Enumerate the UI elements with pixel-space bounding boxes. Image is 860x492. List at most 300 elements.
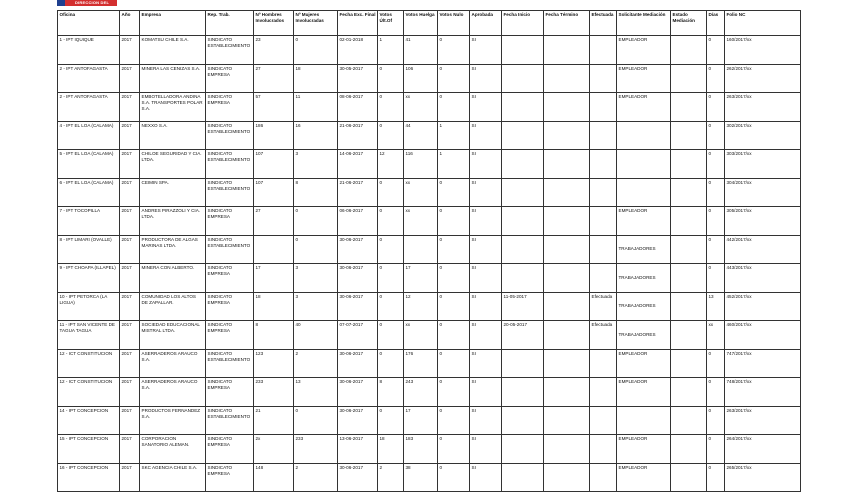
table-cell: 0 [438, 264, 470, 293]
table-cell [671, 463, 707, 492]
table-cell: 2 - IPT ANTOFAGASTA [58, 93, 120, 122]
table-cell: 15 - IPT CONCEPCION [58, 435, 120, 464]
table-cell [544, 406, 590, 435]
table-cell [590, 235, 617, 264]
strikes-table [57, 10, 801, 492]
table-cell: 18 [294, 64, 338, 93]
table-cell: 0 [438, 235, 470, 264]
table-cell: 27 [254, 207, 294, 236]
table-cell: PRODUCTOS FERNANDEZ S.A. [140, 406, 206, 435]
table-cell: 0 [438, 349, 470, 378]
table-cell: SINDICATO EMPRESA [206, 435, 254, 464]
table-cell: 0 [438, 178, 470, 207]
table-cell [671, 406, 707, 435]
table-cell [544, 378, 590, 407]
table-cell: 0 [378, 64, 404, 93]
table-cell: 2017 [120, 64, 140, 93]
table-cell: 02-01-2018 [338, 36, 378, 65]
table-cell [671, 64, 707, 93]
table-cell: MINERA LAS CENIZAS S.A. [140, 64, 206, 93]
table-cell: 30-06-2017 [338, 406, 378, 435]
column-header: Fecha Término [544, 11, 590, 36]
table-cell: TRABAJADORES [617, 235, 671, 264]
table-cell: SINDICATO EMPRESA [206, 378, 254, 407]
table-cell: 40 [294, 321, 338, 350]
column-header: Votos Últ.Of [378, 11, 404, 36]
table-cell: 443/2017/xx [725, 264, 801, 293]
table-cell [544, 463, 590, 492]
table-cell: 11 [294, 93, 338, 122]
column-header: Nº Hombres Involucrados [254, 11, 294, 36]
table-cell: 747/2017/xx [725, 349, 801, 378]
table-cell: 0 [707, 378, 725, 407]
table-cell: xx [404, 178, 438, 207]
table-cell [544, 93, 590, 122]
table-cell: SI [470, 235, 502, 264]
table-cell: MINERA CON ALBERTO. [140, 264, 206, 293]
table-header-row [58, 11, 801, 36]
column-header: Folio NC [725, 11, 801, 36]
table-cell [544, 207, 590, 236]
column-header: Aprobada [470, 11, 502, 36]
table-row [58, 150, 801, 179]
table-cell: 17 [404, 406, 438, 435]
table-cell [544, 435, 590, 464]
table-cell: 2017 [120, 207, 140, 236]
table-cell: 23 [254, 36, 294, 65]
column-header: Empresa [140, 11, 206, 36]
table-cell: 30-06-2017 [338, 463, 378, 492]
table-cell: 10 - IPT PETORCA (LA LIGUA) [58, 292, 120, 321]
table-cell [671, 150, 707, 179]
table-cell: 2017 [120, 36, 140, 65]
table-cell: 30-05-2017 [338, 64, 378, 93]
table-row [58, 121, 801, 150]
table-cell: 3 [294, 150, 338, 179]
table-row [58, 292, 801, 321]
table-cell: 2 [294, 463, 338, 492]
table-cell: 12 [404, 292, 438, 321]
table-cell [502, 349, 544, 378]
table-cell: 106 [404, 64, 438, 93]
table-cell: 0 [378, 178, 404, 207]
table-cell: SINDICATO ESTABLECIMIENTO [206, 121, 254, 150]
table-cell [617, 178, 671, 207]
table-cell [590, 207, 617, 236]
table-cell: SI [470, 64, 502, 93]
table-cell: SINDICATO ESTABLECIMIENTO [206, 349, 254, 378]
table-cell: 4 - IPT EL LOA (CALAMA) [58, 121, 120, 150]
table-cell [254, 235, 294, 264]
table-cell [590, 64, 617, 93]
table-cell: 460/2017/xx [725, 321, 801, 350]
table-cell: 0 [707, 207, 725, 236]
table-cell: SINDICATO EMPRESA [206, 93, 254, 122]
table-cell: 0 [707, 463, 725, 492]
table-cell: 0 [294, 406, 338, 435]
table-cell: CHILOE SEGURIDAD Y CIA. LTDA. [140, 150, 206, 179]
table-cell: 0 [438, 64, 470, 93]
table-cell: 0 [707, 264, 725, 293]
table-cell [671, 235, 707, 264]
table-cell: EMBOTELLADORA ANDINA S.A. TRANSPORTES POLAR S.A. [140, 93, 206, 122]
table-cell: 0 [438, 435, 470, 464]
table-cell: ASERRADEROS ARAUCO S.A. [140, 349, 206, 378]
table-cell [671, 292, 707, 321]
table-cell: 0 [378, 207, 404, 236]
table-cell: 123 [254, 349, 294, 378]
table-body [58, 36, 801, 492]
table-cell [502, 150, 544, 179]
table-cell [502, 207, 544, 236]
flag-blue-block [57, 0, 65, 6]
table-cell: SINDICATO ESTABLECIMIENTO [206, 36, 254, 65]
column-header: Efectuada [590, 11, 617, 36]
table-cell [544, 292, 590, 321]
table-cell: 1 [378, 36, 404, 65]
table-cell: 17 [404, 264, 438, 293]
table-cell: 2017 [120, 150, 140, 179]
table-cell: SI [470, 321, 502, 350]
table-cell: 12 [378, 150, 404, 179]
table-cell: 0 [438, 321, 470, 350]
table-cell [590, 463, 617, 492]
table-cell: 0 [707, 121, 725, 150]
table-cell [617, 406, 671, 435]
table-cell: 30-06-2017 [338, 264, 378, 293]
table-cell: 0 [707, 235, 725, 264]
table-row [58, 264, 801, 293]
logo-text: DIRECCION DEL TRABAJO [75, 0, 110, 11]
table-cell: 2017 [120, 378, 140, 407]
table-cell: 0 [707, 349, 725, 378]
table-cell [502, 463, 544, 492]
table-cell: 0 [294, 207, 338, 236]
table-cell: 16 - IPT CONCEPCION [58, 463, 120, 492]
table-cell: 07-07-2017 [338, 321, 378, 350]
table-cell: ASERRADEROS ARAUCO S.A. [140, 378, 206, 407]
table-cell [544, 349, 590, 378]
table-cell: SINDICATO EMPRESA [206, 207, 254, 236]
table-cell [544, 264, 590, 293]
table-cell [544, 321, 590, 350]
table-cell: 13-06-2017 [338, 435, 378, 464]
table-cell: SI [470, 292, 502, 321]
table-cell: EMPLEADOR [617, 463, 671, 492]
table-cell: 0 [294, 36, 338, 65]
table-cell: 57 [254, 93, 294, 122]
table-cell: 2017 [120, 321, 140, 350]
column-header: Solicitante Mediación [617, 11, 671, 36]
table-cell: 0 [707, 93, 725, 122]
table-cell: CORPORACION SANATORIO ALEMAN. [140, 435, 206, 464]
table-cell [502, 435, 544, 464]
table-cell [502, 264, 544, 293]
table-cell: 21-06-2017 [338, 178, 378, 207]
table-cell: 2 [294, 349, 338, 378]
table-cell: 0 [378, 264, 404, 293]
table-cell: 0 [378, 349, 404, 378]
table-cell [590, 378, 617, 407]
table-cell: 8 [254, 321, 294, 350]
table-cell: 30-06-2017 [338, 378, 378, 407]
table-cell [590, 93, 617, 122]
table-cell: 20-05-2017 [502, 321, 544, 350]
table-cell: 0 [707, 150, 725, 179]
table-cell: xx [404, 207, 438, 236]
table-cell: SINDICATO EMPRESA [206, 64, 254, 93]
table-cell [502, 235, 544, 264]
table-cell: 0 [438, 207, 470, 236]
table-cell: 0 [707, 406, 725, 435]
table-cell: SINDICATO ESTABLECIMIENTO [206, 406, 254, 435]
table-cell: xx [404, 321, 438, 350]
table-cell: 27 [254, 64, 294, 93]
table-cell: 0 [707, 36, 725, 65]
column-header: Votos Huelga [404, 11, 438, 36]
table-cell [590, 406, 617, 435]
table-cell [590, 150, 617, 179]
table-cell [590, 121, 617, 150]
table-cell [590, 36, 617, 65]
table-cell: 0 [378, 235, 404, 264]
table-cell: 452/2017/xx [725, 292, 801, 321]
table-cell: 0 [294, 235, 338, 264]
column-header: Fecha Exc. Final [338, 11, 378, 36]
table-cell: 0 [438, 93, 470, 122]
table-row [58, 235, 801, 264]
table-cell: 11 - IPT SAN VICENTE DE TAGUA TAGUA [58, 321, 120, 350]
table-cell: 1 [438, 121, 470, 150]
table-cell: Efectuada [590, 321, 617, 350]
table-cell: 0 [378, 292, 404, 321]
table-cell [671, 93, 707, 122]
table-row [58, 93, 801, 122]
table-cell: 303/2017/xx [725, 150, 801, 179]
table-cell: 0 [438, 463, 470, 492]
table-cell [671, 378, 707, 407]
table-cell: 2017 [120, 463, 140, 492]
table-cell: 41 [404, 36, 438, 65]
table-cell [502, 378, 544, 407]
table-cell [671, 178, 707, 207]
table-cell: 1 [438, 150, 470, 179]
table-cell: COMUNIDAD LOS ALTOS DE ZAPALLAR. [140, 292, 206, 321]
table-cell [671, 264, 707, 293]
table-cell: 2017 [120, 406, 140, 435]
table-cell: TRABAJADORES [617, 264, 671, 293]
table-cell [590, 264, 617, 293]
table-cell: 16 [294, 121, 338, 150]
table-cell [544, 235, 590, 264]
table-cell: PRODUCTORA DE ALGAS MARINAS LTDA. [140, 235, 206, 264]
table-cell: 2017 [120, 93, 140, 122]
table-cell: Efectuada [590, 292, 617, 321]
table-cell [404, 235, 438, 264]
table-cell: 304/2017/xx [725, 178, 801, 207]
table-cell: 160/2017/xx [725, 36, 801, 65]
column-header: Rep. Trab. [206, 11, 254, 36]
table-cell: 116 [404, 150, 438, 179]
table-cell: 0 [707, 64, 725, 93]
table-cell [617, 121, 671, 150]
table-row [58, 36, 801, 65]
table-cell: 3 [294, 292, 338, 321]
table-cell: 2017 [120, 435, 140, 464]
table-cell: 107 [254, 150, 294, 179]
logo [57, 0, 117, 11]
table-cell: NEXXO S.A. [140, 121, 206, 150]
table-cell: SINDICATO ESTABLECIMIENTO [206, 150, 254, 179]
table-cell: 6 - IPT EL LOA (CALAMA) [58, 178, 120, 207]
column-header: Nº Mujeres Involucradas [294, 11, 338, 36]
table-cell: 13 [707, 292, 725, 321]
table-cell: EMPLEADOR [617, 207, 671, 236]
table-cell: 233 [254, 378, 294, 407]
table-cell: 8 [294, 178, 338, 207]
table-cell: 0 [378, 406, 404, 435]
table-cell [671, 321, 707, 350]
column-header: Estado Mediación [671, 11, 707, 36]
table-cell [502, 36, 544, 65]
table-cell: 442/2017/xx [725, 235, 801, 264]
table-cell [502, 93, 544, 122]
table-cell: EMPLEADOR [617, 64, 671, 93]
table-cell: EMPLEADOR [617, 378, 671, 407]
table-cell: 14-06-2017 [338, 150, 378, 179]
table-cell: SI [470, 264, 502, 293]
table-cell: SKC AGENCIA CHILE S.A. [140, 463, 206, 492]
table-cell: 2x [254, 435, 294, 464]
table-cell: 30-06-2017 [338, 235, 378, 264]
column-header: Oficina [58, 11, 120, 36]
table-cell [502, 121, 544, 150]
table-cell [671, 435, 707, 464]
table-cell: 11-05-2017 [502, 292, 544, 321]
table-cell: SINDICATO ESTABLECIMIENTO [206, 235, 254, 264]
table-cell [590, 349, 617, 378]
table-cell: 2017 [120, 292, 140, 321]
table-cell: SI [470, 121, 502, 150]
table-cell: 263/2017/xx [725, 406, 801, 435]
table-cell: 176 [404, 349, 438, 378]
table-row [58, 64, 801, 93]
table-cell: SI [470, 406, 502, 435]
table-cell: 305/2017/xx [725, 207, 801, 236]
table-cell: 0 [438, 292, 470, 321]
table-cell: 44 [404, 121, 438, 150]
table-cell: 2 [378, 463, 404, 492]
table-cell: 30-06-2017 [338, 349, 378, 378]
table-cell: 0 [707, 435, 725, 464]
table-row [58, 178, 801, 207]
table-cell: 2017 [120, 349, 140, 378]
table-cell: 06-06-2017 [338, 207, 378, 236]
table-cell: 17 [254, 264, 294, 293]
table-cell: 12 - ICT CONSTITUCION [58, 349, 120, 378]
table-cell: 186 [254, 121, 294, 150]
table-cell [671, 36, 707, 65]
table-cell: 264/2017/xx [725, 435, 801, 464]
table-cell: 302/2017/xx [725, 121, 801, 150]
table-cell: 243 [404, 378, 438, 407]
table-cell: 3 [294, 264, 338, 293]
table-cell: SI [470, 150, 502, 179]
table-cell: EMPLEADOR [617, 349, 671, 378]
table-cell [544, 64, 590, 93]
table-cell [590, 435, 617, 464]
table-cell: 265/2017/xx [725, 463, 801, 492]
table-cell: TRABAJADORES [617, 292, 671, 321]
table-cell [502, 178, 544, 207]
table-cell: 30-06-2017 [338, 292, 378, 321]
table-cell: 2017 [120, 178, 140, 207]
column-header: Votos Nulo [438, 11, 470, 36]
table-cell: 2017 [120, 264, 140, 293]
table-cell: xx [404, 93, 438, 122]
column-header: Año [120, 11, 140, 36]
table-cell: TRABAJADORES [617, 321, 671, 350]
table-cell: SI [470, 36, 502, 65]
table-cell [617, 150, 671, 179]
table-row [58, 463, 801, 492]
table-cell: SINDICATO ESTABLECIMIENTO [206, 178, 254, 207]
table-cell: 148 [254, 463, 294, 492]
table-cell: SINDICATO EMPRESA [206, 264, 254, 293]
table-cell: SINDICATO EMPRESA [206, 463, 254, 492]
table-cell: SI [470, 435, 502, 464]
table-cell [544, 36, 590, 65]
table-cell: 107 [254, 178, 294, 207]
table-cell [671, 349, 707, 378]
table-cell [671, 121, 707, 150]
table-cell [544, 150, 590, 179]
table-cell: 12 - ICT CONSTITUCION [58, 378, 120, 407]
table-row [58, 321, 801, 350]
table-cell: SI [470, 93, 502, 122]
table-cell: CEIMIN SPA. [140, 178, 206, 207]
table-cell: 0 [438, 406, 470, 435]
table-cell: 0 [378, 93, 404, 122]
table-cell: 1 - IPT IQUIQUE [58, 36, 120, 65]
table-cell: 0 [707, 178, 725, 207]
table-cell: 0 [438, 378, 470, 407]
table-row [58, 435, 801, 464]
table-row [58, 207, 801, 236]
table-cell [502, 406, 544, 435]
table-cell [502, 64, 544, 93]
table-cell: EMPLEADOR [617, 36, 671, 65]
table-cell: 0 [438, 36, 470, 65]
table-cell: SINDICATO EMPRESA [206, 292, 254, 321]
table-cell: 9 - IPT CHOAPA (ILLAPEL) [58, 264, 120, 293]
table-cell: 8 [378, 378, 404, 407]
table-cell: 0 [378, 321, 404, 350]
column-header: Fecha Inicio [502, 11, 544, 36]
table-cell: SI [470, 463, 502, 492]
table-cell: 38 [404, 463, 438, 492]
table-cell: 13 [294, 378, 338, 407]
table-cell [544, 178, 590, 207]
table-cell: SINDICATO EMPRESA [206, 321, 254, 350]
table-cell: 7 - IPT TOCOPILLA [58, 207, 120, 236]
table-cell: 18 [254, 292, 294, 321]
table-cell: 14 - IPT CONCEPCION [58, 406, 120, 435]
table-row [58, 378, 801, 407]
table-cell: 08-06-2017 [338, 93, 378, 122]
table-cell: SI [470, 349, 502, 378]
table-cell [544, 121, 590, 150]
